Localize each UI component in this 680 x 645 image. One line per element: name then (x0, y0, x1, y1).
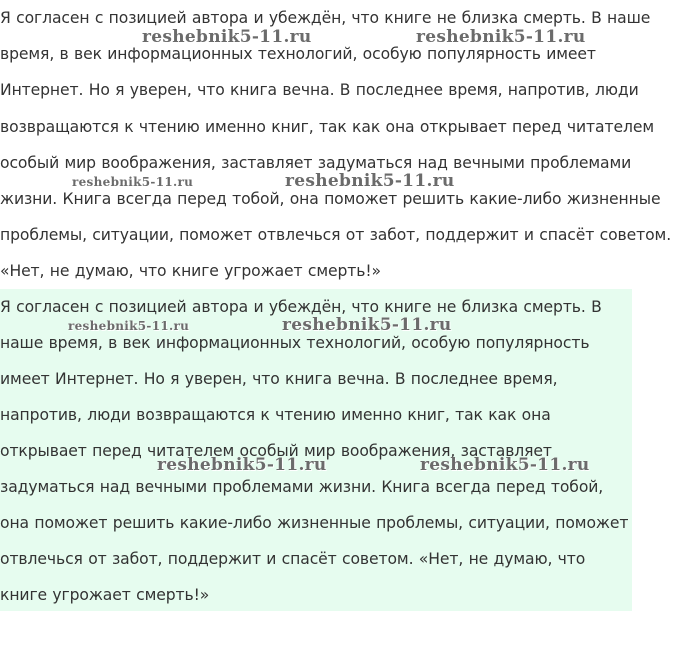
watermark-text: reshebnik5-11.ru (285, 171, 455, 191)
watermark-text: reshebnik5-11.ru (157, 455, 327, 475)
watermark-text: reshebnik5-11.ru (142, 27, 312, 47)
watermark-text: reshebnik5-11.ru (416, 27, 586, 47)
paragraph-text: Я согласен с позицией автора и убеждён, что книге не близка смерть. В наше время, в век информационных технологий, особую популярность имеет Интернет. Но я уверен, что книга вечна. В последнее время, напротив, люди возвращаются к чтению именно книг, так как она открывает перед читателем особый мир воображения, заставляет задуматься над вечными проблемами жизни. Книга всегда перед тобой, она поможет решить какие-либо жизненные проблемы, ситуации, поможет отвлечься от забот, поддержит и спасёт советом. «Нет, не думаю, что книге угрожает смерть!» (0, 298, 629, 604)
paragraph-text: Я согласен с позицией автора и убеждён, что книге не близка смерть. В наше время, в век информационных технологий, особую популярность имеет Интернет. Но я уверен, что книга вечна. В последнее время, напротив, люди возвращаются к чтению именно книг, так как она открывает перед читателем особый мир воображения, заставляет задуматься над вечными проблемами жизни. Книга всегда перед тобой, она поможет решить какие-либо жизненные проблемы, ситуации, поможет отвлечься от забот, поддержит и спасёт советом. «Нет, не думаю, что книге угрожает смерть!» (0, 9, 672, 281)
watermark-text: reshebnik5-11.ru (420, 455, 590, 475)
watermark-text: reshebnik5-11.ru (68, 319, 190, 333)
watermark-text: reshebnik5-11.ru (282, 315, 452, 335)
essay-paragraph-highlighted (0, 289, 632, 611)
watermark-text: reshebnik5-11.ru (72, 175, 194, 189)
